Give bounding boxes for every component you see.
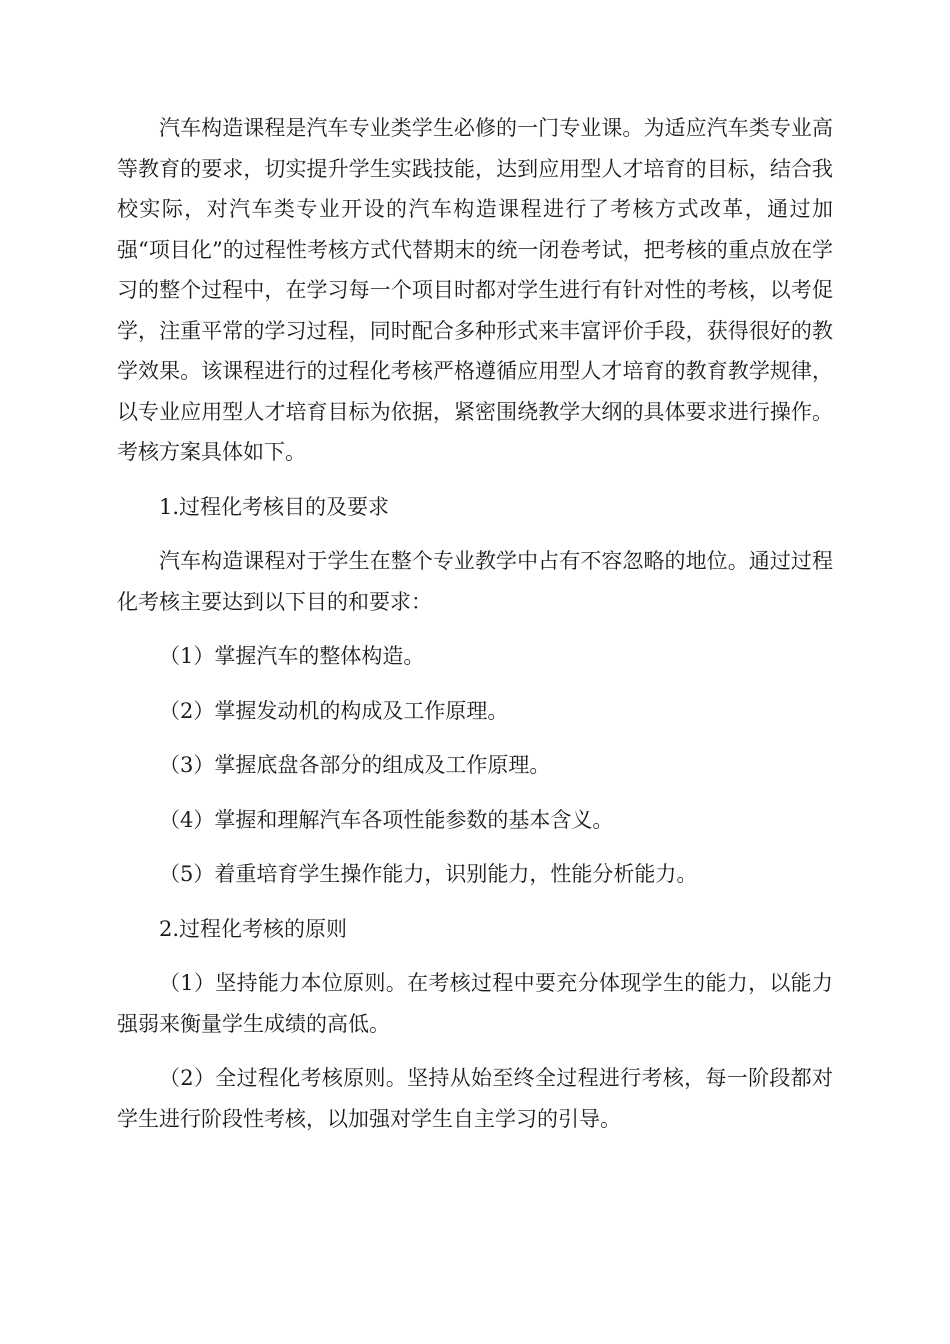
- section2-heading: 2.过程化考核的原则: [159, 916, 348, 941]
- list-item: （5）着重培育学生操作能力，识别能力，性能分析能力。: [159, 862, 698, 886]
- list-item: （3）掌握底盘各部分的组成及工作原理。: [159, 753, 551, 777]
- section1-paragraph: 汽车构造课程对于学生在整个专业教学中占有不容忽略的地位。通过过程化考核主要达到以下目的和要求：: [117, 549, 833, 614]
- document-body: [117, 108, 833, 1139]
- list-item: （1）掌握汽车的整体构造。: [159, 644, 425, 668]
- principle-item: （1）坚持能力本位原则。在考核过程中要充分体现学生的能力，以能力强弱来衡量学生成绩的高低。: [117, 971, 833, 1036]
- list-item: （4）掌握和理解汽车各项性能参数的基本含义。: [159, 807, 614, 832]
- intro-paragraph: 汽车构造课程是汽车专业类学生必修的一门专业课。为适应汽车类专业高等教育的要求，切实提升学生实践技能，达到应用型人才培育的目标，结合我校实际，对汽车类专业开设的汽车构造课程进行了考核方式改革，通过加强“项目化”的过程性考核方式代替期末的统一闭卷考试，把考核的重点放在学习的整个过程中，在学习每一个项目时都对学生进行有针对性的考核，以考促学，注重平常的学习过程，同时配合多种形式来丰富评价手段，获得很好的教学效果。该课程进行的过程化考核严格遵循应用型人才培育的教育教学规律，以专业应用型人才培育目标为依据，紧密围绕教学大纲的具体要求进行操作。考核方案具体如下。: [117, 116, 833, 464]
- section1-heading: 1.过程化考核目的及要求: [159, 494, 390, 519]
- principle-item: （2）全过程化考核原则。坚持从始至终全过程进行考核，每一阶段都对学生进行阶段性考核，以加强对学生自主学习的引导。: [117, 1066, 833, 1131]
- list-item: （2）掌握发动机的构成及工作原理。: [159, 698, 509, 723]
